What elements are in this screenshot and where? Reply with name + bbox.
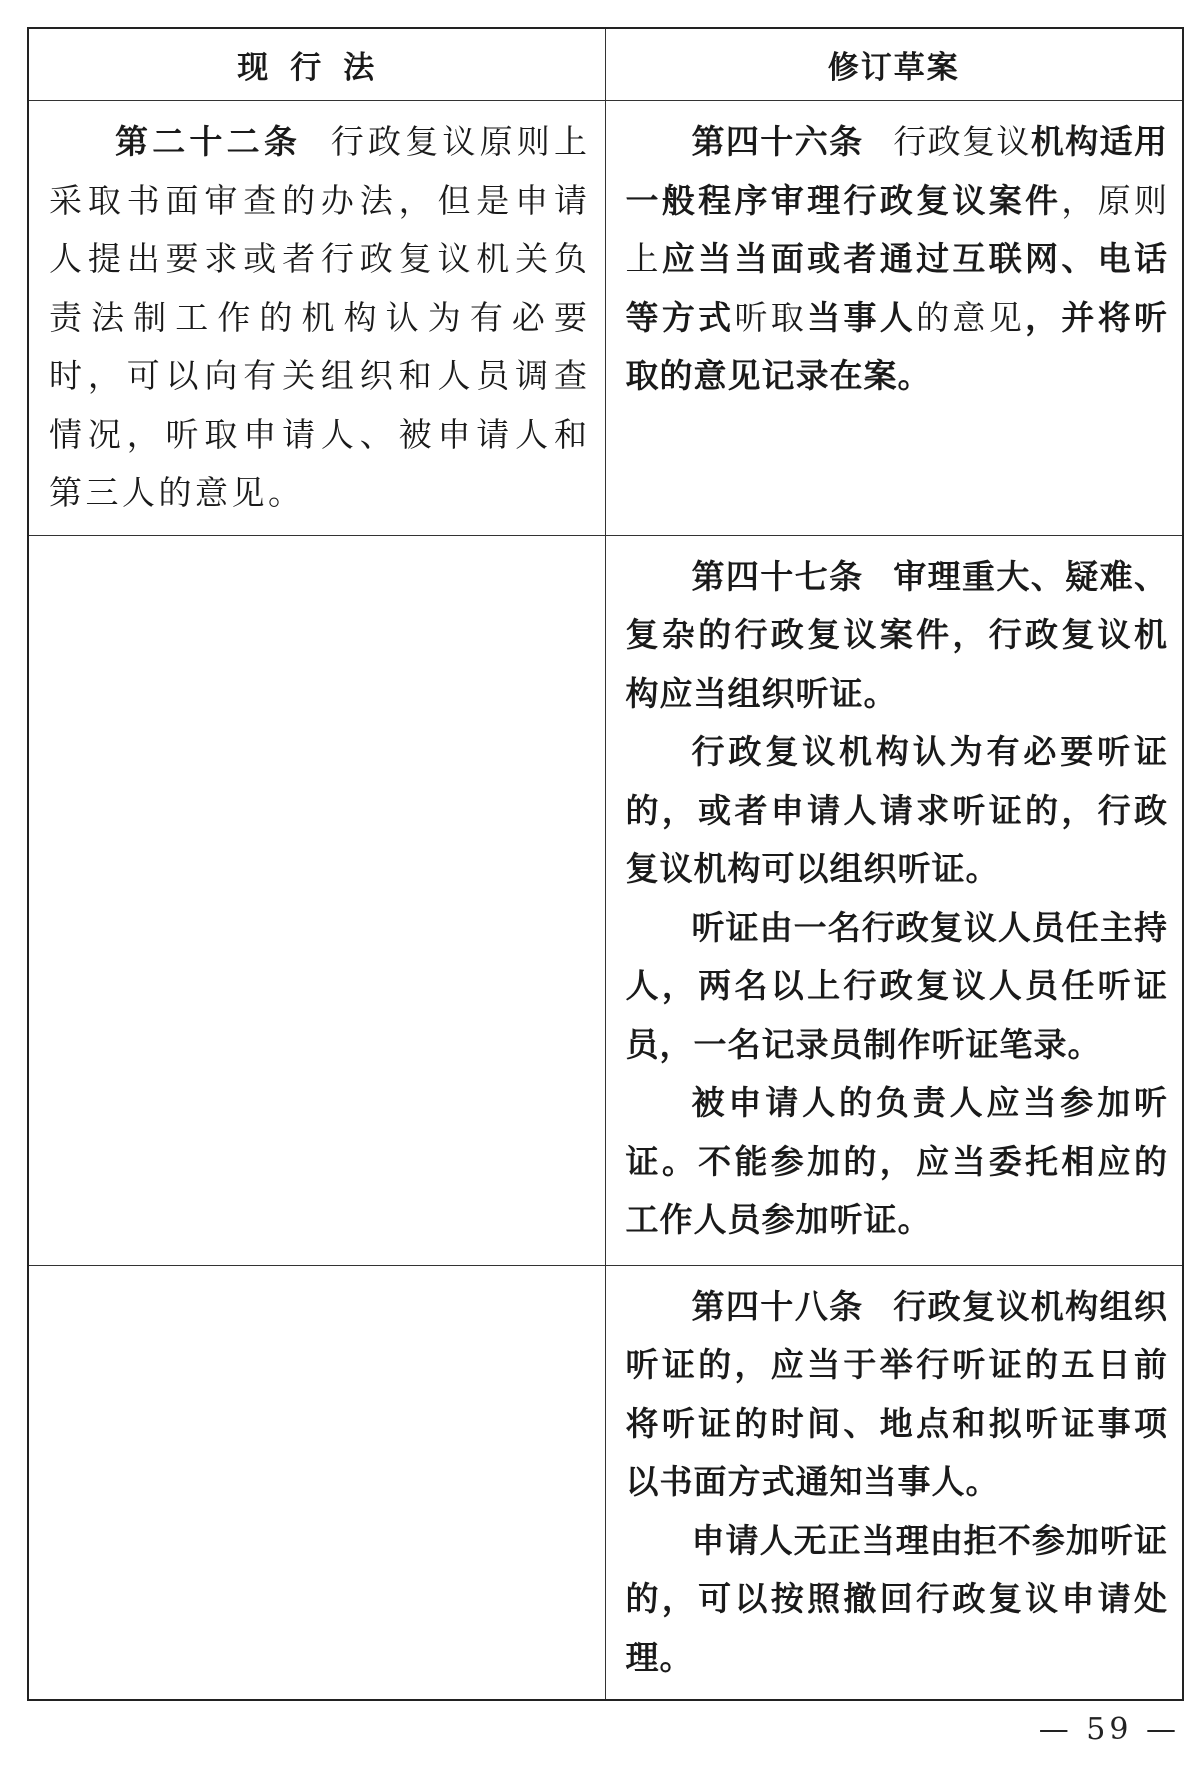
article-text-added: 行政复议机构组织听证的，应当于举行听证的五日前将听证的时间、地点和拟听证事项以书面方式通知当事人。 — [625, 1286, 1169, 1501]
article-text-added: 。 — [897, 356, 932, 395]
current-article-22 — [49, 113, 591, 523]
table-row — [28, 535, 1183, 1265]
law-comparison-table — [27, 27, 1184, 1701]
article-text-unchanged: 听取 — [734, 297, 808, 337]
current-law-cell — [28, 101, 605, 536]
header-revised-draft: 修订草案 — [605, 28, 1183, 101]
article-number: 第四十八条 — [691, 1286, 864, 1326]
page-number: — 59 — — [1038, 1712, 1180, 1747]
article-number: 第四十七条 — [691, 556, 864, 596]
revised-article-47-para-1 — [626, 548, 1169, 724]
article-text-added: 审理重大、疑难、复杂的行政复议案件，行政复议机构应当组织听证。 — [625, 556, 1169, 713]
revised-article-48-para-2: 申请人无正当理由拒不参加听证的，可以按照撤回行政复议申请处理。 — [625, 1520, 1168, 1677]
article-text-unchanged: ，原则上 — [625, 180, 1169, 278]
table-header-row — [28, 28, 1183, 101]
revised-article-47-para-3: 听证由一名行政复议人员任主持人，两名以上行政复议人员任听证员，一名记录员制作听证笔录。 — [625, 907, 1168, 1064]
current-law-cell-empty — [28, 535, 605, 1265]
header-current-law: 现行法 — [28, 28, 605, 101]
table-row — [28, 101, 1183, 536]
article-text-added: 当事人 — [807, 297, 917, 337]
article-text: 行政复议原则上采取书面审查的办法，但是申请人提出要求或者行政复议机关负责法制工作的机构认为有必要时，可以向有关组织和人员调查情况，听取申请人、被申请人和第三人的意见。 — [49, 122, 591, 512]
revised-article-47-para-4: 被申请人的负责人应当参加听证。不能参加的，应当委托相应的工作人员参加听证。 — [625, 1083, 1168, 1239]
article-number: 第二十二条 — [115, 122, 302, 161]
revised-article-47-para-2: 行政复议机构认为有必要听证的，或者申请人请求听证的，行政复议机构可以组织听证。 — [625, 732, 1168, 888]
article-text-added: 应当当面或者通过互联网、电话等方式 — [625, 239, 1169, 337]
article-text-added: 机构适用一般程序审理行政复议案件 — [625, 122, 1169, 220]
revised-draft-cell — [605, 101, 1183, 536]
revised-draft-cell — [605, 535, 1183, 1265]
article-text-unchanged: 行政复议 — [893, 122, 1031, 161]
article-text-unchanged: 的意见 — [916, 297, 1026, 337]
article-text-added: ，并将听取的意见记录在案 — [625, 297, 1169, 395]
revised-draft-cell — [605, 1265, 1183, 1700]
current-law-cell-empty — [28, 1265, 605, 1700]
article-number: 第四十六条 — [691, 122, 864, 161]
revised-article-48-para-1 — [626, 1278, 1169, 1512]
table-row — [28, 1265, 1183, 1700]
revised-article-46 — [626, 113, 1169, 406]
